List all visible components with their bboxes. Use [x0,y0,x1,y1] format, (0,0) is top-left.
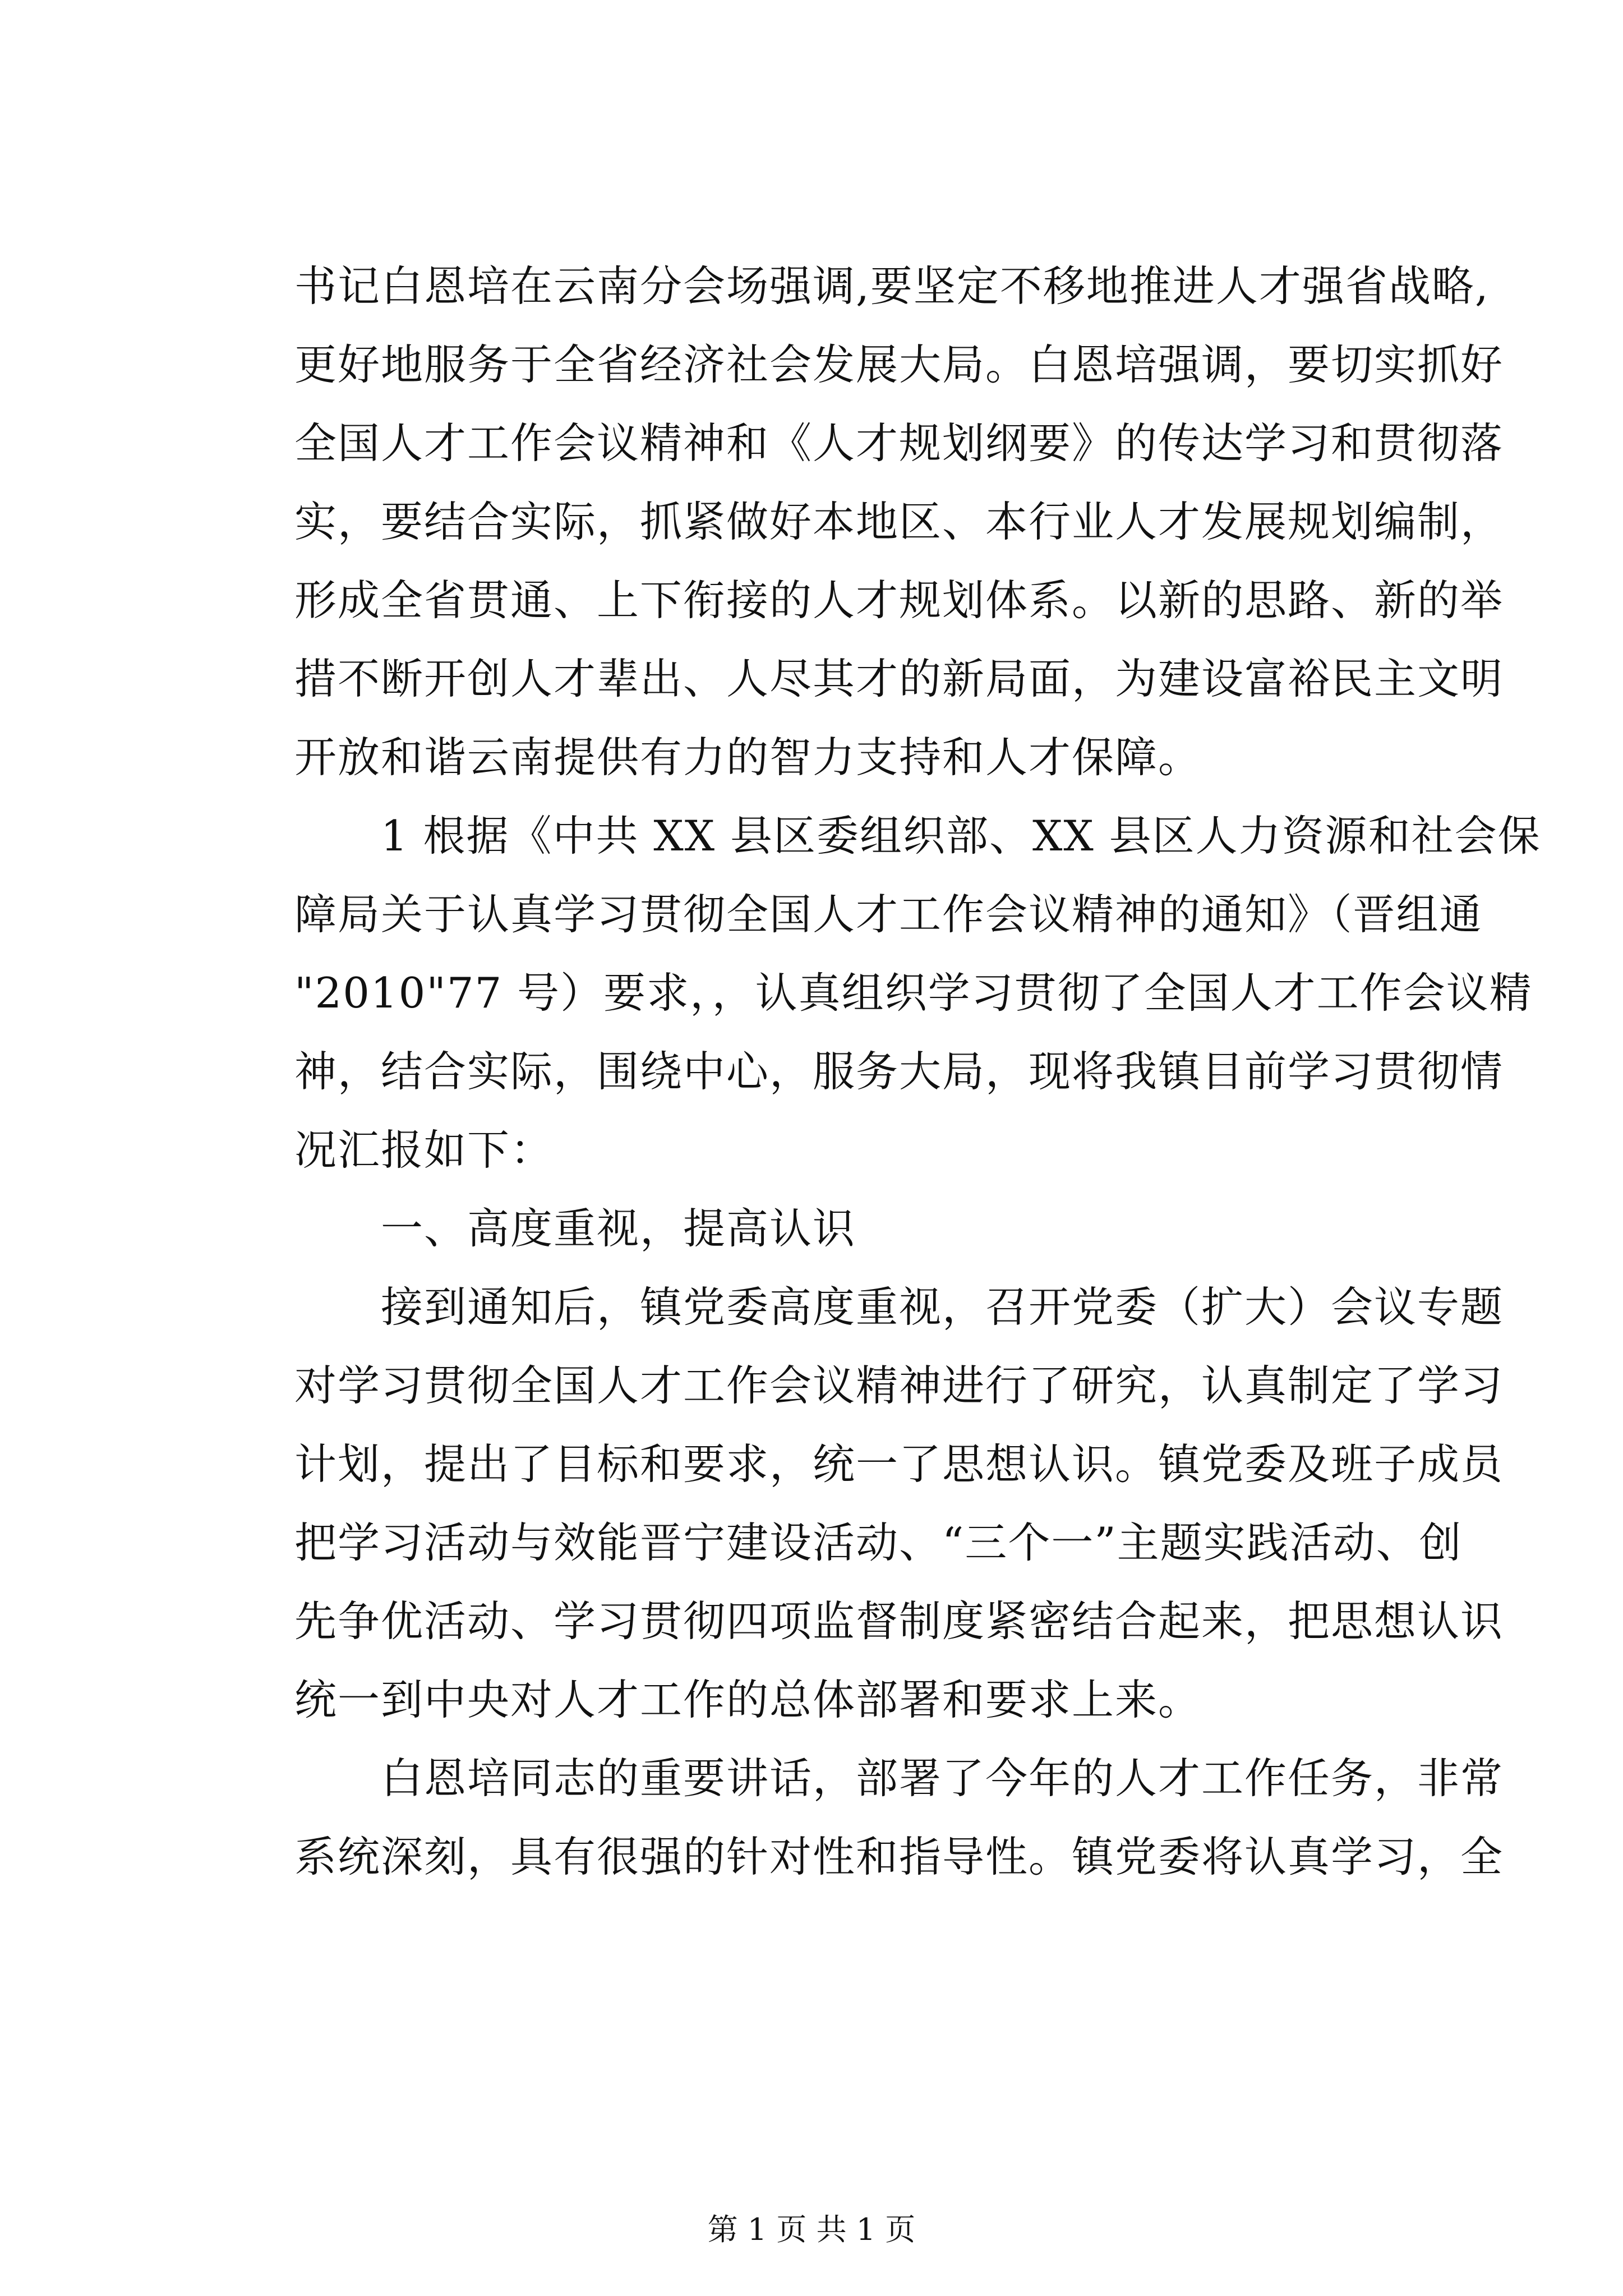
text-line-14: 接到通知后，镇党委高度重视，召开党委（扩大）会议专题 [294,1282,1504,1332]
section-heading: 一、高度重视，提高认识 [294,1204,856,1253]
text-line-4: 实，要结合实际，抓紧做好本地区、本行业人才发展规划编制， [294,497,1504,546]
text-line-3: 全国人才工作会议精神和《人才规划纲要》的传达学习和贯彻落 [294,418,1504,468]
text-line-8: 1 根据《中共 XX 县区委组织部、XX 县区人力资源和社会保 [294,811,1541,861]
text-line-9: 障局关于认真学习贯彻全国人才工作会议精神的通知》（晋组通 [294,890,1483,939]
text-line-15: 对学习贯彻全国人才工作会议精神进行了研究，认真制定了学习 [294,1361,1504,1410]
text-line-5: 形成全省贯通、上下衔接的人才规划体系。以新的思路、新的举 [294,576,1504,625]
page-number-label: 第 1 页 共 1 页 [707,2212,916,2247]
page-footer [0,2210,1623,2249]
text-line-11: 神，结合实际，围绕中心，服务大局，现将我镇目前学习贯彻情 [294,1047,1504,1096]
text-line-10: "2010"77 号）要求，，认真组织学习贯彻了全国人才工作会议精 [294,968,1533,1018]
text-line-16: 计划，提出了目标和要求，统一了思想认识。镇党委及班子成员 [294,1439,1504,1489]
text-line-12: 况汇报如下： [294,1125,554,1175]
text-line-18: 先争优活动、学习贯彻四项监督制度紧密结合起来，把思想认识 [294,1596,1504,1646]
text-line-6: 措不断开创人才辈出、人尽其才的新局面，为建设富裕民主文明 [294,654,1504,703]
text-line-2: 更好地服务于全省经济社会发展大局。白恩培强调，要切实抓好 [294,340,1504,389]
text-line-7: 开放和谐云南提供有力的智力支持和人才保障。 [294,733,1202,782]
text-line-1: 书记白恩培在云南分会场强调,要坚定不移地推进人才强省战略, [294,261,1490,311]
document-body [294,247,1541,1896]
text-line-17: 把学习活动与效能晋宁建设活动、“三个一”主题实践活动、创 [294,1518,1463,1567]
text-line-21: 系统深刻，具有很强的针对性和指导性。镇党委将认真学习，全 [294,1832,1504,1881]
text-line-19: 统一到中央对人才工作的总体部署和要求上来。 [294,1675,1202,1724]
text-line-20: 白恩培同志的重要讲话，部署了今年的人才工作任务，非常 [294,1754,1504,1803]
